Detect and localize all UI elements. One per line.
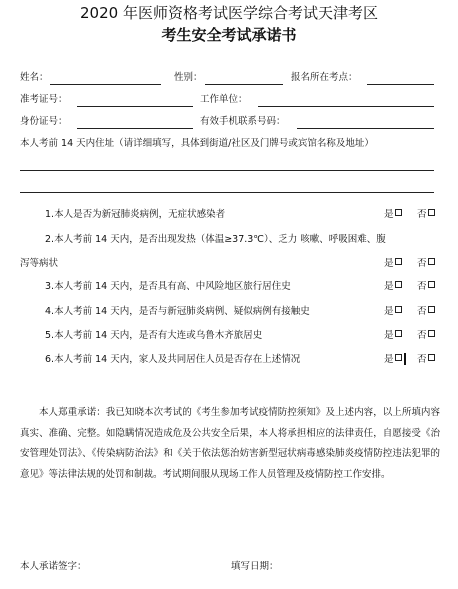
question-1-yes[interactable]: 是 (384, 209, 402, 221)
phone-label: 有效手机联系号码： (200, 116, 286, 127)
question-3-yes[interactable]: 是 (384, 281, 402, 293)
checkbox-icon[interactable] (428, 209, 435, 216)
checkbox-icon[interactable] (395, 281, 402, 288)
exam-site-label: 报名所在考点： (291, 72, 358, 83)
document-title: 2020 年医师资格考试医学综合考试天津考区 (80, 4, 378, 22)
checkbox-icon[interactable] (395, 209, 402, 216)
ticket-number-field[interactable] (77, 106, 193, 107)
question-3: 3.本人考前 14 天内，是否具有高、中风险地区旅行居住史 (45, 281, 291, 292)
question-4-yes[interactable]: 是 (384, 306, 402, 318)
date-label: 填写日期： (231, 561, 279, 572)
residence-label: 本人考前 14 天内住址（请详细填写，具体到街道/社区及门牌号或宾馆名称及地址） (20, 138, 374, 149)
residence-field-line-2[interactable] (20, 192, 434, 193)
question-6-yes[interactable]: 是 (384, 354, 402, 366)
checkbox-icon[interactable] (395, 306, 402, 313)
checkbox-icon[interactable] (395, 330, 402, 337)
checkbox-icon[interactable] (395, 258, 402, 265)
gender-field[interactable] (205, 84, 283, 85)
question-5-yes[interactable]: 是 (384, 330, 402, 342)
ticket-number-label: 准考证号： (20, 94, 68, 105)
gender-label: 性别： (174, 72, 203, 83)
residence-field-line-1[interactable] (20, 170, 434, 171)
question-4-no[interactable]: 否 (417, 306, 435, 318)
document-subtitle: 考生安全考试承诺书 (161, 26, 297, 44)
name-field[interactable] (50, 84, 161, 85)
exam-site-field[interactable] (367, 84, 434, 85)
question-2: 2.本人考前 14 天内，是否出现发热（体温≥37.3℃）、乏力 咳嗽、呼吸困难、腹 (45, 234, 386, 245)
employer-label: 工作单位： (200, 94, 248, 105)
question-1: 1.本人是否为新冠肺炎病例，无症状感染者 (45, 209, 226, 220)
question-3-no[interactable]: 否 (417, 281, 435, 293)
checkbox-icon[interactable] (428, 354, 435, 361)
checkbox-icon[interactable] (428, 330, 435, 337)
question-2-yes[interactable]: 是 (384, 258, 402, 270)
checkbox-icon[interactable] (428, 306, 435, 313)
question-4: 4.本人考前 14 天内，是否与新冠肺炎病例、疑似病例有接触史 (45, 306, 310, 317)
checkbox-icon[interactable] (428, 258, 435, 265)
checkbox-icon[interactable] (395, 354, 402, 361)
signature-label: 本人承诺签字： (20, 561, 87, 572)
question-5: 5.本人考前 14 天内，是否有大连或乌鲁木齐旅居史 (45, 330, 263, 341)
pledge-paragraph: 本人郑重承诺：我已知晓本次考试的《考生参加考试疫情防控须知》及上述内容，以上所填内容真实、准确、完整。如隐瞒情况造成危及公共安全后果，本人将承担相应的法律责任，自愿接受《治安管理处罚法》、《传染病防治法》和《关于依法惩治妨害新型冠状病毒感染肺炎疫情防控违法犯罪的意见》等法律法规的处罚和制裁。考试期间服从现场工作人员管理及疫情防控工作安排。 (20, 407, 440, 480)
text-cursor (404, 353, 406, 365)
name-label: 姓名： (20, 72, 49, 83)
question-6-no[interactable]: 否 (417, 354, 435, 366)
employer-field[interactable] (258, 106, 434, 107)
question-2-continued: 泻等病状 (20, 258, 59, 269)
question-2-no[interactable]: 否 (417, 258, 435, 270)
id-number-field[interactable] (77, 128, 193, 129)
id-number-label: 身份证号： (20, 116, 68, 127)
question-5-no[interactable]: 否 (417, 330, 435, 342)
phone-field[interactable] (297, 128, 434, 129)
question-6: 6.本人考前 14 天内，家人及共同居住人员是否存在上述情况 (45, 354, 301, 365)
checkbox-icon[interactable] (428, 281, 435, 288)
question-1-no[interactable]: 否 (417, 209, 435, 221)
